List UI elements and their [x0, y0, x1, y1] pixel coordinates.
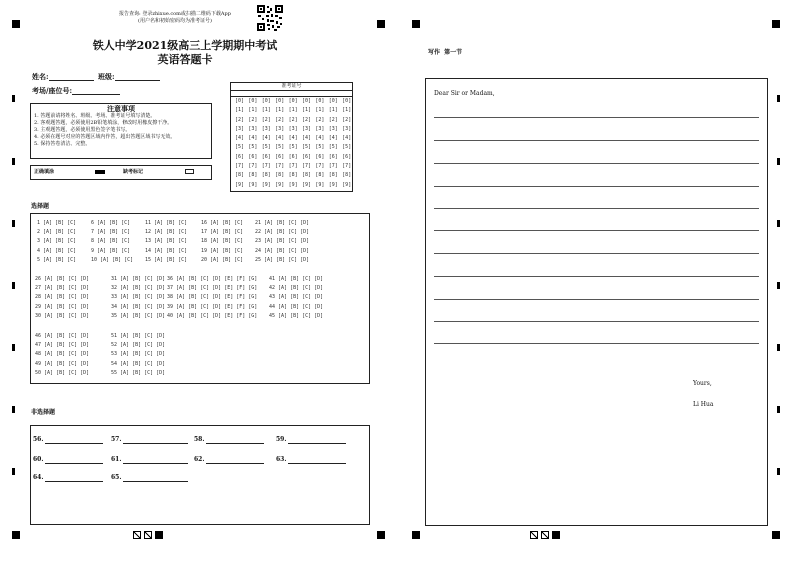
exam-id-bubble[interactable]: [1] [234, 107, 245, 114]
exam-id-bubble[interactable]: [5] [288, 144, 298, 151]
notice-item: 1. 答题前请将姓名、班级、考场、准考证号填写清楚。 [34, 113, 156, 119]
exam-id-bubble[interactable]: [8] [301, 172, 312, 179]
side-mark [777, 220, 780, 227]
choice-question[interactable]: 19 [A] [B] [C] [201, 247, 244, 254]
exam-id-bubble[interactable]: [8] [328, 172, 338, 179]
exam-id-bubble[interactable]: [5] [315, 144, 325, 151]
side-mark [777, 344, 780, 351]
paper-title-line2: 英语答题卡 [157, 53, 213, 66]
exam-id-bubble[interactable]: [4] [261, 135, 271, 142]
exam-id-column [246, 97, 259, 190]
answer-56[interactable] [33, 436, 103, 444]
page-code-marks-left [133, 531, 163, 539]
exam-id-bubble[interactable]: [6] [248, 153, 258, 160]
writing-line[interactable] [434, 186, 759, 187]
absent-mark-checkbox[interactable] [185, 169, 194, 174]
side-mark [777, 95, 780, 102]
exam-id-column [260, 97, 273, 190]
choice-question[interactable]: 37 [A] [B] [C] [D] [E] [F] [G] [167, 285, 258, 292]
answer-62[interactable] [194, 456, 264, 464]
notice-box [30, 103, 212, 159]
side-mark [777, 158, 780, 165]
choice-question[interactable]: 26 [A] [B] [C] [D] [35, 276, 90, 282]
answer-line[interactable] [45, 475, 103, 482]
answer-58[interactable] [194, 436, 264, 444]
corner-mark-bottom-left-right-page [412, 531, 420, 539]
choice-question[interactable]: 1 [A] [B] [C] [37, 220, 77, 226]
exam-id-bubble[interactable]: [1] [328, 107, 338, 114]
choice-question[interactable]: 35 [A] [B] [C] [D] [111, 312, 166, 319]
writing-line[interactable] [434, 163, 759, 164]
choice-question[interactable]: 45 [A] [B] [C] [D] [269, 312, 324, 319]
exam-id-bubble[interactable]: [8] [261, 172, 271, 179]
corner-mark-bottom-right [772, 531, 780, 539]
exam-id-bubble[interactable]: [3] [288, 125, 298, 132]
answer-line[interactable] [123, 475, 188, 482]
paper-title-line1: 铁人中学2021级高三上学期期中考试 [92, 39, 278, 52]
exam-id-bubble[interactable]: [4] [234, 135, 245, 142]
exam-id-bubble[interactable]: [0] [288, 98, 298, 104]
exam-id-bubble[interactable]: [3] [328, 125, 338, 132]
exam-id-bubble[interactable]: [3] [301, 125, 312, 132]
exam-id-bubble[interactable]: [7] [275, 163, 285, 170]
choice-question[interactable]: 55 [A] [B] [C] [D] [111, 369, 166, 376]
answer-line[interactable] [288, 437, 346, 444]
answer-number: 58. [194, 436, 205, 443]
side-mark [12, 95, 15, 102]
seat-field[interactable] [72, 87, 120, 95]
nonchoice-section-label: 非选择题 [31, 409, 56, 416]
answer-line[interactable] [45, 457, 103, 464]
exam-id-bubble[interactable]: [0] [301, 98, 312, 104]
exam-id-bubble[interactable]: [8] [342, 172, 352, 179]
signature: Li Hua [693, 401, 714, 408]
exam-id-bubble[interactable]: [0] [234, 98, 245, 104]
exam-id-bubble[interactable]: [3] [342, 125, 352, 132]
exam-id-bubble[interactable]: [2] [234, 116, 245, 123]
notice-item: 5. 保持答卷清洁、完整。 [34, 141, 91, 147]
writing-line[interactable] [434, 253, 759, 254]
exam-id-column [340, 97, 353, 190]
exam-id-bubble[interactable]: [0] [248, 98, 258, 104]
exam-id-bubble[interactable]: [4] [248, 135, 258, 142]
exam-id-bubble[interactable]: [7] [288, 163, 298, 170]
choice-question[interactable]: 14 [A] [B] [C] [145, 247, 188, 254]
corner-mark-top-left [12, 20, 20, 28]
choice-question[interactable]: 50 [A] [B] [C] [D] [35, 369, 90, 376]
answer-65[interactable] [111, 474, 188, 482]
exam-id-bubble[interactable]: [9] [261, 181, 271, 188]
exam-id-bubble[interactable]: [8] [234, 172, 245, 179]
qr-code-icon[interactable] [257, 5, 283, 31]
exam-id-bubble[interactable]: [9] [248, 181, 258, 188]
side-mark [12, 158, 15, 165]
corner-mark-bottom-left [12, 531, 20, 539]
exam-id-bubble[interactable]: [0] [275, 98, 285, 104]
absent-mark-label: 缺考标记 [123, 169, 144, 175]
answer-63[interactable] [276, 456, 346, 464]
fill-example-box [30, 165, 212, 180]
choice-question[interactable]: 10 [A] [B] [C] [91, 256, 134, 263]
writing-line[interactable] [434, 343, 759, 344]
exam-id-bubble[interactable]: [5] [261, 144, 271, 151]
correct-fill-label: 正确填涂 [34, 169, 55, 175]
exam-id-bubble[interactable]: [8] [315, 172, 325, 179]
choice-question[interactable]: 18 [A] [B] [C] [201, 238, 244, 245]
paper-title [60, 39, 310, 67]
slash-box-icon [530, 531, 538, 539]
choice-question[interactable]: 43 [A] [B] [C] [D] [269, 294, 324, 301]
exam-id-bubble[interactable]: [4] [315, 135, 325, 142]
choice-question[interactable]: 12 [A] [B] [C] [145, 229, 188, 236]
exam-id-bubble[interactable]: [6] [342, 153, 352, 160]
exam-id-bubble[interactable]: [6] [261, 153, 271, 160]
choice-question[interactable]: 23 [A] [B] [C] [D] [255, 238, 310, 245]
exam-id-bubble[interactable]: [2] [342, 116, 352, 123]
answer-59[interactable] [276, 436, 346, 444]
answer-number: 61. [111, 456, 122, 463]
corner-mark-bottom-right-left-page [377, 531, 385, 539]
choice-question[interactable]: 39 [A] [B] [C] [D] [E] [F] [G] [167, 303, 258, 310]
exam-id-bubble[interactable]: [2] [248, 116, 258, 123]
answer-number: 63. [276, 456, 287, 463]
exam-id-column [287, 97, 300, 190]
choice-question[interactable]: 38 [A] [B] [C] [D] [E] [F] [G] [167, 294, 258, 301]
exam-id-bubble[interactable]: [2] [301, 116, 312, 123]
exam-id-bubble[interactable]: [1] [301, 107, 312, 114]
choice-section-label: 选择题 [31, 203, 50, 210]
report-notice [95, 11, 255, 25]
choice-question[interactable]: 49 [A] [B] [C] [D] [35, 360, 90, 367]
answer-line[interactable] [45, 437, 103, 444]
exam-id-bubble[interactable]: [4] [328, 135, 338, 142]
answer-number: 60. [33, 456, 44, 463]
choice-question[interactable]: 40 [A] [B] [C] [D] [E] [F] [G] [167, 312, 258, 319]
filled-box-icon [552, 531, 560, 539]
side-mark [777, 282, 780, 289]
exam-id-bubble[interactable]: [6] [275, 153, 285, 160]
side-mark [12, 406, 15, 413]
slash-box-icon [541, 531, 549, 539]
choice-question[interactable]: 5 [A] [B] [C] [37, 256, 77, 263]
notice-item: 4. 必须在题号对应的答题区域内作答，超出答题区域书写无效。 [34, 134, 176, 140]
choice-question[interactable]: 11 [A] [B] [C] [145, 220, 188, 226]
class-label: 班级: [98, 72, 115, 81]
choice-question[interactable]: 48 [A] [B] [C] [D] [35, 351, 90, 358]
answer-line[interactable] [288, 457, 346, 464]
exam-id-bubble[interactable]: [2] [288, 116, 298, 123]
choice-question[interactable]: 34 [A] [B] [C] [D] [111, 303, 166, 310]
choice-question[interactable]: 27 [A] [B] [C] [D] [35, 285, 90, 292]
notice-title: 注意事项 [107, 104, 135, 113]
exam-id-bubble[interactable]: [3] [234, 125, 245, 132]
exam-id-bubble[interactable]: [7] [342, 163, 352, 170]
answer-number: 59. [276, 436, 287, 443]
choice-question[interactable]: 22 [A] [B] [C] [D] [255, 229, 310, 236]
exam-id-bubble[interactable]: [2] [328, 116, 338, 123]
exam-id-bubble[interactable]: [2] [261, 116, 271, 123]
choice-question[interactable]: 51 [A] [B] [C] [D] [111, 333, 166, 339]
writing-line[interactable] [434, 230, 759, 231]
exam-id-column [273, 97, 286, 190]
choice-question[interactable]: 2 [A] [B] [C] [37, 229, 77, 236]
choice-question[interactable]: 8 [A] [B] [C] [91, 238, 131, 245]
exam-id-bubble[interactable]: [9] [342, 181, 352, 188]
answer-number: 62. [194, 456, 205, 463]
side-mark [777, 406, 780, 413]
exam-id-bubble[interactable]: [8] [275, 172, 285, 179]
exam-id-bubble[interactable]: [3] [315, 125, 325, 132]
writing-line[interactable] [434, 299, 759, 300]
answer-line[interactable] [123, 437, 188, 444]
exam-id-bubble[interactable]: [1] [261, 107, 271, 114]
exam-id-bubble[interactable]: [9] [301, 181, 312, 188]
exam-id-bubble[interactable]: [7] [248, 163, 258, 170]
writing-line[interactable] [434, 276, 759, 277]
exam-id-bubble[interactable]: [7] [301, 163, 312, 170]
writing-line[interactable] [434, 140, 759, 141]
choice-question[interactable]: 44 [A] [B] [C] [D] [269, 303, 324, 310]
answer-57[interactable] [111, 436, 188, 444]
student-info [32, 73, 160, 81]
answer-64[interactable] [33, 474, 103, 482]
side-mark [12, 282, 15, 289]
exam-id-bubble[interactable]: [9] [275, 181, 285, 188]
writing-line[interactable] [434, 208, 759, 209]
exam-id-column [300, 97, 313, 190]
choice-question[interactable]: 36 [A] [B] [C] [D] [E] [F] [G] [167, 276, 258, 282]
exam-id-bubble[interactable]: [1] [288, 107, 298, 114]
choice-question[interactable]: 24 [A] [B] [C] [D] [255, 247, 310, 254]
choice-question[interactable]: 29 [A] [B] [C] [D] [35, 303, 90, 310]
choice-question[interactable]: 16 [A] [B] [C] [201, 220, 244, 226]
class-field[interactable] [115, 73, 160, 81]
choice-question[interactable]: 46 [A] [B] [C] [D] [35, 333, 90, 339]
side-mark [12, 468, 15, 475]
exam-id-bubble[interactable]: [1] [248, 107, 258, 114]
page-code-marks-right [530, 531, 560, 539]
exam-id-bubble[interactable]: [7] [234, 163, 245, 170]
choice-question[interactable]: 47 [A] [B] [C] [D] [35, 342, 90, 349]
exam-id-bubble[interactable]: [8] [288, 172, 298, 179]
notice-item: 2. 客观题答题，必须使用2B铅笔填涂，修改时用橡皮擦干净。 [34, 120, 173, 126]
exam-id-bubble[interactable]: [7] [328, 163, 338, 170]
answer-number: 56. [33, 436, 44, 443]
choice-question[interactable]: 28 [A] [B] [C] [D] [35, 294, 90, 301]
exam-id-bubble[interactable]: [0] [342, 98, 352, 104]
exam-id-bubble[interactable]: [5] [248, 144, 258, 151]
exam-id-bubble[interactable]: [4] [342, 135, 352, 142]
filled-box-icon [155, 531, 163, 539]
corner-mark-top-left-right-page [412, 20, 420, 28]
side-mark [12, 344, 15, 351]
exam-id-bubble[interactable]: [5] [328, 144, 338, 151]
choice-question[interactable]: 4 [A] [B] [C] [37, 247, 77, 254]
exam-id-bubble[interactable]: [2] [315, 116, 325, 123]
corner-mark-top-right [772, 20, 780, 28]
writing-line[interactable] [434, 117, 759, 118]
side-mark [12, 220, 15, 227]
exam-id-bubble[interactable]: [8] [248, 172, 258, 179]
choice-question[interactable]: 41 [A] [B] [C] [D] [269, 276, 324, 282]
exam-id-bubble[interactable]: [4] [288, 135, 298, 142]
exam-id-bubble[interactable]: [0] [315, 98, 325, 104]
nonchoice-box [30, 425, 370, 525]
exam-id-bubble[interactable]: [5] [234, 144, 245, 151]
exam-id-label: 准考证号 [231, 83, 352, 91]
corner-mark-top-right-left-page [377, 20, 385, 28]
exam-id-bubble[interactable]: [6] [328, 153, 338, 160]
answer-number: 65. [111, 474, 122, 481]
choice-question[interactable]: 54 [A] [B] [C] [D] [111, 360, 166, 367]
choice-question[interactable]: 3 [A] [B] [C] [37, 238, 77, 245]
choice-question[interactable]: 30 [A] [B] [C] [D] [35, 312, 90, 319]
choice-question[interactable]: 33 [A] [B] [C] [D] [111, 294, 166, 301]
name-label: 姓名: [32, 72, 49, 81]
side-mark [777, 468, 780, 475]
exam-id-bubble[interactable]: [3] [248, 125, 258, 132]
exam-id-bubble[interactable]: [5] [342, 144, 352, 151]
choice-question[interactable]: 13 [A] [B] [C] [145, 238, 188, 245]
report-notice-line2: (用户名和初始密码均为准考证号) [138, 18, 212, 24]
exam-id-bubble[interactable]: [0] [328, 98, 338, 104]
exam-id-bubble[interactable]: [0] [261, 98, 271, 104]
choice-question[interactable]: 9 [A] [B] [C] [91, 247, 131, 254]
choice-question[interactable]: 15 [A] [B] [C] [145, 256, 188, 263]
writing-box[interactable] [425, 78, 768, 526]
exam-id-bubble[interactable]: [1] [275, 107, 285, 114]
exam-id-bubble[interactable]: [9] [234, 181, 245, 188]
choice-question[interactable]: 6 [A] [B] [C] [91, 220, 131, 226]
seat-label: 考场/座位号: [32, 86, 73, 95]
choice-question[interactable]: 17 [A] [B] [C] [201, 229, 244, 236]
notice-list [31, 113, 211, 148]
report-notice-line1: 报告查询: 登录zhixue.com或扫描二维码下载App [119, 11, 231, 17]
answer-line[interactable] [206, 437, 264, 444]
choice-question[interactable]: 53 [A] [B] [C] [D] [111, 351, 166, 358]
choice-question[interactable]: 25 [A] [B] [C] [D] [255, 256, 310, 263]
exam-id-bubble[interactable]: [3] [261, 125, 271, 132]
exam-id-column [233, 97, 246, 190]
exam-id-bubble[interactable]: [6] [315, 153, 325, 160]
correct-fill-sample [95, 170, 105, 174]
exam-id-bubble[interactable]: [4] [301, 135, 312, 142]
choice-question[interactable]: 31 [A] [B] [C] [D] [111, 276, 166, 282]
exam-id-bubble[interactable]: [4] [275, 135, 285, 142]
choice-question[interactable]: 7 [A] [B] [C] [91, 229, 131, 236]
exam-id-column [313, 97, 326, 190]
slash-box-icon [133, 531, 141, 539]
exam-id-bubble[interactable]: [5] [275, 144, 285, 151]
exam-id-bubble[interactable]: [3] [275, 125, 285, 132]
salutation: Dear Sir or Madam, [434, 90, 495, 97]
choice-question[interactable]: 52 [A] [B] [C] [D] [111, 342, 166, 349]
answer-61[interactable] [111, 456, 188, 464]
writing-section-label: 写作 第一节 [428, 49, 463, 56]
seat-info [32, 87, 120, 95]
choice-question[interactable]: 21 [A] [B] [C] [D] [255, 220, 310, 226]
answer-number: 57. [111, 436, 122, 443]
closing: Yours, [693, 380, 712, 387]
exam-id-bubble[interactable]: [6] [234, 153, 245, 160]
name-field[interactable] [49, 73, 94, 81]
exam-id-bubble[interactable]: [9] [288, 181, 298, 188]
writing-line[interactable] [434, 321, 759, 322]
exam-id-bubble[interactable]: [6] [288, 153, 298, 160]
exam-id-bubble[interactable]: [2] [275, 116, 285, 123]
answer-line[interactable] [206, 457, 264, 464]
answer-line[interactable] [123, 457, 188, 464]
answer-60[interactable] [33, 456, 103, 464]
choice-box [30, 213, 370, 384]
exam-id-box [230, 82, 353, 192]
exam-id-bubble[interactable]: [7] [315, 163, 325, 170]
exam-id-bubble[interactable]: [9] [315, 181, 325, 188]
exam-id-bubble[interactable]: [5] [301, 144, 312, 151]
answer-number: 64. [33, 474, 44, 481]
exam-id-column [327, 97, 340, 190]
slash-box-icon [144, 531, 152, 539]
exam-id-bubble[interactable]: [1] [342, 107, 352, 114]
choice-question[interactable]: 32 [A] [B] [C] [D] [111, 285, 166, 292]
exam-id-bubble[interactable]: [7] [261, 163, 271, 170]
exam-id-bubble[interactable]: [1] [315, 107, 325, 114]
notice-item: 3. 主观题答题，必须使用黑色签字笔书写。 [34, 127, 131, 133]
exam-id-bubble[interactable]: [6] [301, 153, 312, 160]
choice-question[interactable]: 42 [A] [B] [C] [D] [269, 285, 324, 292]
exam-id-bubble[interactable]: [9] [328, 181, 338, 188]
choice-question[interactable]: 20 [A] [B] [C] [201, 256, 244, 263]
